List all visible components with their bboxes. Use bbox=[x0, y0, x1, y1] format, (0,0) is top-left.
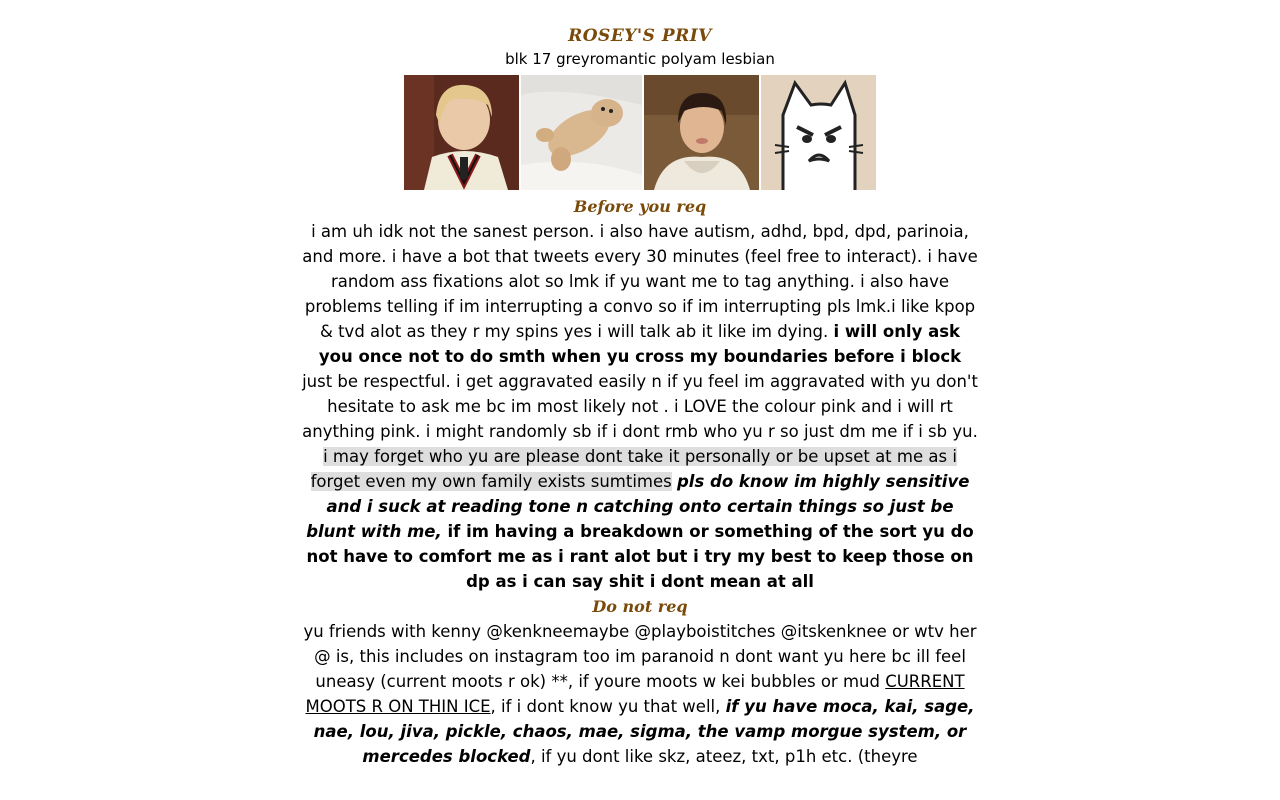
donot-text-3: , if yu dont like skz, ateez, txt, p1h etc. (theyre bbox=[530, 747, 918, 766]
photo-strip bbox=[300, 75, 980, 190]
before-breakdown-bold: if im having a breakdown or something of the sort yu do not have to comfort me as i rant alot but i try my best to keep those on dp as i can say shit i dont mean at all bbox=[306, 522, 974, 591]
do-not-req-heading: Do not req bbox=[592, 597, 688, 616]
before-you-req-text bbox=[302, 219, 978, 594]
plush-dog-photo bbox=[521, 75, 642, 190]
blond-person-photo bbox=[404, 75, 519, 190]
page-subtitle: blk 17 greyromantic polyam lesbian bbox=[505, 50, 775, 68]
before-you-req-heading: Before you req bbox=[573, 197, 707, 216]
before-sensitive-bolditalic: pls do know im highly sensitive and i suck at reading tone n catching onto certain things so just be blunt with me, bbox=[306, 472, 970, 541]
donot-blocked-bolditalic: if yu have moca, kai, sage, nae, lou, jiva, pickle, chaos, mae, sigma, the vamp morgue system, or mercedes blocked bbox=[313, 697, 975, 766]
before-boundaries-bold: i will only ask you once not to do smth when yu cross my boundaries before i block bbox=[318, 322, 962, 366]
before-forget-highlight: i may forget who yu are please dont take it personally or be upset at me as i forget even my own family exists sumtimes bbox=[310, 447, 957, 491]
person-in-robe-photo bbox=[644, 75, 759, 190]
bio-column bbox=[300, 24, 980, 769]
page-title: ROSEY'S PRIV bbox=[568, 26, 712, 46]
donot-thin-ice-underline: CURRENT MOOTS R ON THIN ICE bbox=[305, 672, 965, 716]
before-text-2: just be respectful. i get aggravated easily n if yu feel im aggravated with yu don't hesitate to ask me bc im most likely not . i LOVE the colour pink and i will rt anything pink. i might randomly sb if i dont rmb who yu r so just dm me if i sb yu. bbox=[302, 372, 978, 441]
before-text-1: i am uh idk not the sanest person. i also have autism, adhd, bpd, dpd, parinoia, and more. i have a bot that tweets every 30 minutes (feel free to interact). i have random ass fixations alot so lmk if yu want me to tag anything. i also have problems telling if im interrupting a convo so if im interrupting pls lmk.i like kpop & tvd alot as they r my spins yes i will talk ab it like im dying. bbox=[302, 222, 978, 341]
donot-text-2: , if i dont know yu that well, bbox=[490, 697, 726, 716]
donot-text-1: yu friends with kenny @kenkneemaybe @playboistitches @itskenknee or wtv her @ is, this includes on instagram too im paranoid n dont want yu here bc ill feel uneasy (current moots r ok) **, if youre moots w kei bubbles or mud bbox=[303, 622, 977, 691]
do-not-req-text bbox=[302, 619, 978, 769]
angry-cat-drawing bbox=[761, 75, 876, 190]
